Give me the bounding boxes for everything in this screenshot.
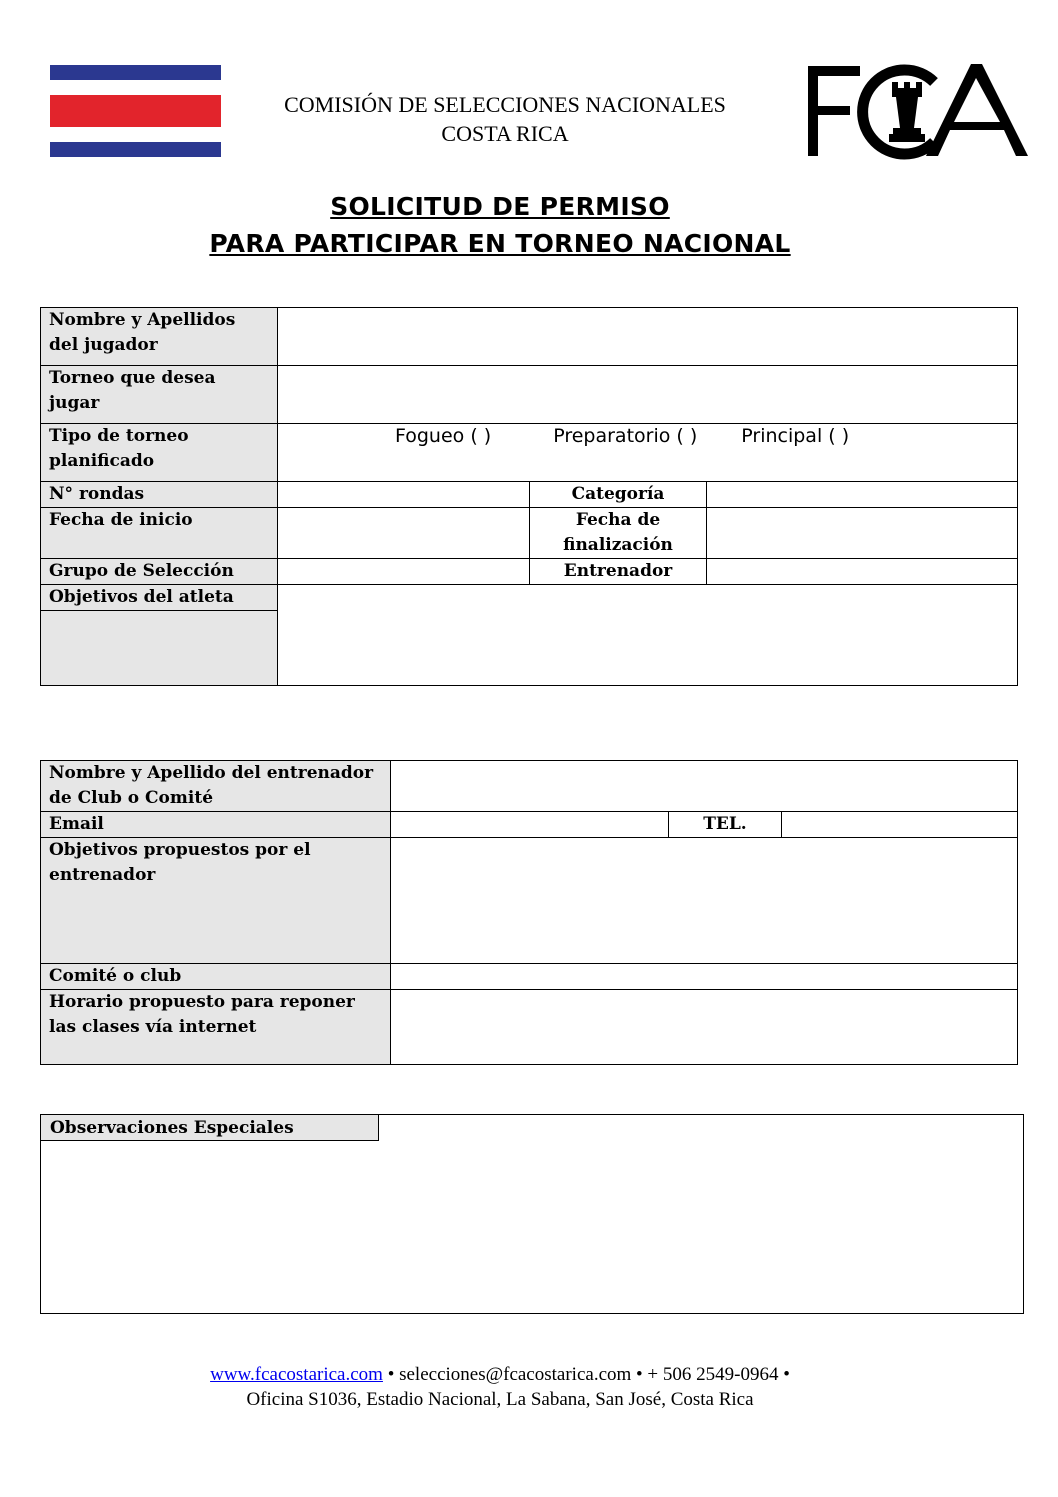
coach-name-label: Nombre y Apellido del entrenador de Club o Comité xyxy=(41,761,391,812)
rounds-label: N° rondas xyxy=(41,482,278,508)
form-title-line-2: PARA PARTICIPAR EN TORNEO NACIONAL xyxy=(209,229,791,258)
org-heading xyxy=(230,90,780,148)
tel-label: TEL. xyxy=(669,812,782,838)
coach-name-field[interactable] xyxy=(391,761,1018,812)
website-link[interactable]: www.fcacostarica.com xyxy=(210,1364,383,1385)
costa-rica-flag xyxy=(50,65,221,157)
footer-contact: • selecciones@fcacostarica.com • + 506 2549-0964 • xyxy=(382,1364,790,1385)
selection-group-field[interactable] xyxy=(278,559,530,585)
coach-objectives-label: Objetivos propuestos por el entrenador xyxy=(41,838,391,964)
tel-field[interactable] xyxy=(782,812,1018,838)
fca-logo xyxy=(806,60,1032,160)
end-date-label: Fecha de finalización xyxy=(530,508,707,559)
athlete-objectives-label-extension xyxy=(41,611,278,686)
option-preparatorio[interactable]: Preparatorio ( ) xyxy=(553,425,698,447)
schedule-label: Horario propuesto para reponer las clases vía internet xyxy=(41,990,391,1065)
schedule-field[interactable] xyxy=(391,990,1018,1065)
tournament-type-label: Tipo de torneo planificado xyxy=(41,424,278,482)
coach-label: Entrenador xyxy=(530,559,707,585)
start-date-field[interactable] xyxy=(278,508,530,559)
player-name-field[interactable] xyxy=(278,308,1018,366)
tournament-field[interactable] xyxy=(278,366,1018,424)
player-name-label: Nombre y Apellidos del jugador xyxy=(41,308,278,366)
athlete-objectives-field[interactable] xyxy=(278,585,1018,686)
category-field[interactable] xyxy=(707,482,1018,508)
start-date-label: Fecha de inicio xyxy=(41,508,278,559)
coach-field[interactable] xyxy=(707,559,1018,585)
email-label: Email xyxy=(41,812,391,838)
observations-box[interactable] xyxy=(40,1114,1024,1314)
org-line-1: COMISIÓN DE SELECCIONES NACIONALES xyxy=(284,92,726,117)
tournament-label: Torneo que desea jugar xyxy=(41,366,278,424)
selection-group-label: Grupo de Selección xyxy=(41,559,278,585)
org-line-2: COSTA RICA xyxy=(441,121,569,146)
category-label: Categoría xyxy=(530,482,707,508)
player-info-table xyxy=(40,307,1018,686)
email-field[interactable] xyxy=(391,812,669,838)
coach-info-table xyxy=(40,760,1018,1065)
form-title-line-1: SOLICITUD DE PERMISO xyxy=(330,192,670,221)
athlete-objectives-label: Objetivos del atleta xyxy=(41,585,278,611)
coach-objectives-field[interactable] xyxy=(391,838,1018,964)
option-fogueo[interactable]: Fogueo ( ) xyxy=(395,425,492,447)
observations-label: Observaciones Especiales xyxy=(41,1115,379,1141)
end-date-field[interactable] xyxy=(707,508,1018,559)
footer-address: Oficina S1036, Estadio Nacional, La Sabana, San José, Costa Rica xyxy=(246,1389,754,1410)
club-label: Comité o club xyxy=(41,964,391,990)
footer xyxy=(0,1362,1000,1412)
rounds-field[interactable] xyxy=(278,482,530,508)
club-field[interactable] xyxy=(391,964,1018,990)
footer-contact-line xyxy=(0,1362,1000,1387)
option-principal[interactable]: Principal ( ) xyxy=(741,425,850,447)
tournament-type-options xyxy=(278,424,1018,482)
